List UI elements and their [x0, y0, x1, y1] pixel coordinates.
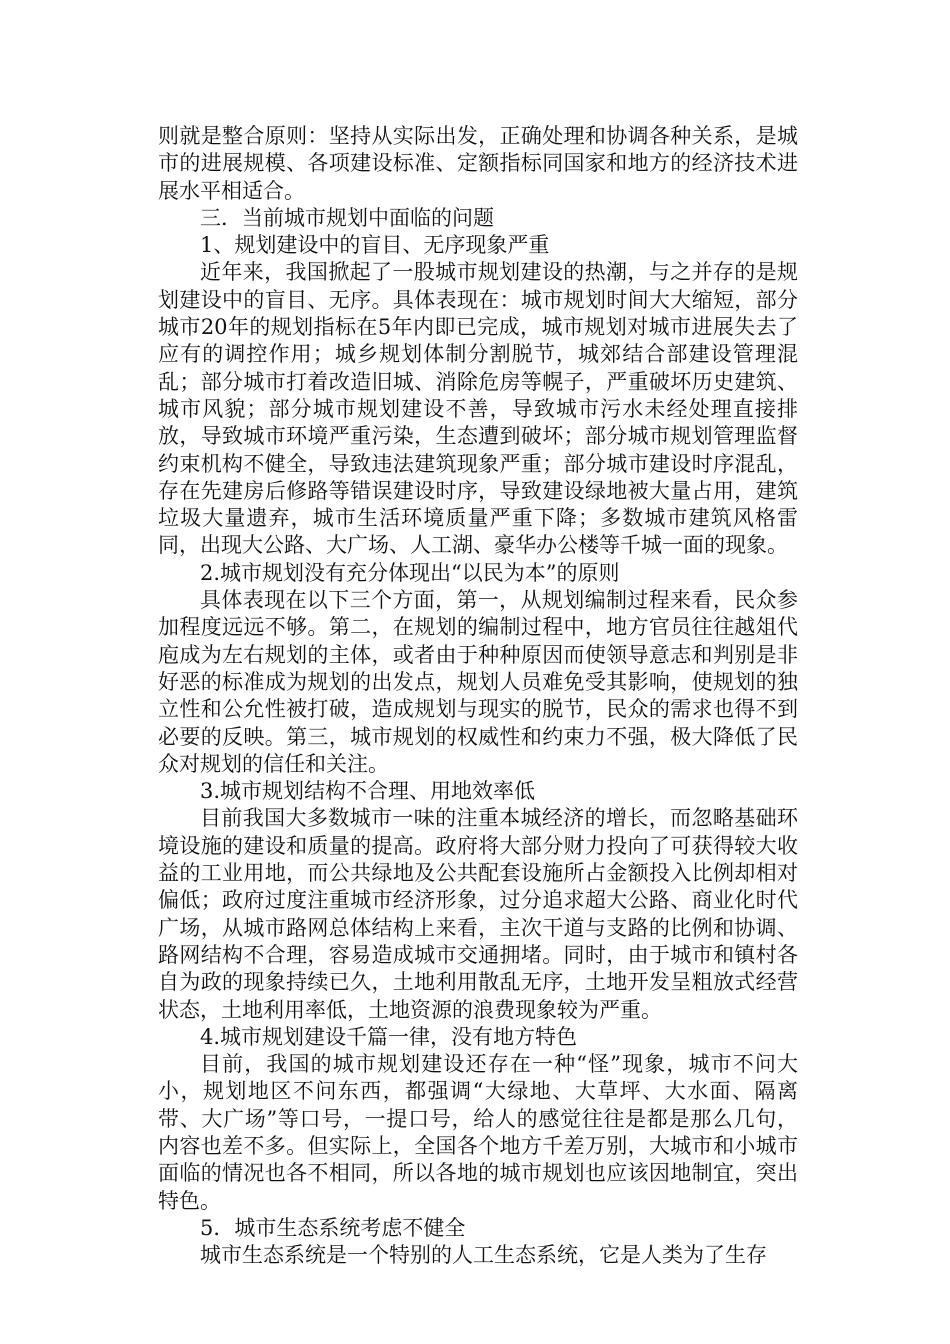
heading-1: 1、规划建设中的盲目、无序现象严重: [200, 233, 550, 258]
heading-5: 5．城市生态系统考虑不健全: [200, 1215, 466, 1240]
heading-2: 2.城市规划没有充分体现出“以民为本”的原则: [200, 560, 620, 585]
heading-3: 3.城市规划结构不合理、用地效率低: [200, 779, 536, 804]
section-3-title: 三．当前城市规划中面临的问题: [200, 205, 494, 230]
paragraph-2: 具体表现在以下三个方面，第一，从规划编制过程来看，民众参加程度远远不够。第二，在规划的编制过程中，地方官员往往越俎代庖成为左右规划的主体，或者由于种种原因而使领导意志和判别是非好恶的标准成为规划的出发点，规划人员难免受其影响，使规划的独立性和公允性被打破，造成规划与现实的脱节，民众的需求也得不到必要的反映。第三，城市规划的权威性和约束力不强，极大降低了民众对规划的信任和关注。: [158, 588, 798, 776]
document-body: [158, 123, 798, 1269]
paragraph-5: 城市生态系统是一个特别的人工生态系统，它是人类为了生存: [200, 1243, 767, 1268]
paragraph-4: 目前，我国的城市规划建设还存在一种“怪”现象，城市不问大小，规划地区不问东西，都强调“大绿地、大草坪、大水面、隔离带、大广场”等口号，一提口号，给人的感觉往往是都是那么几句，内容也差不多。但实际上，全国各个地方千差万别，大城市和小城市面临的情况也各不相同，所以各地的城市规划也应该因地制宜，突出特色。: [158, 1052, 798, 1213]
paragraph-1: 近年来，我国掀起了一股城市规划建设的热潮，与之并存的是规划建设中的盲目、无序。具体表现在：城市规划时间大大缩短，部分城市20年的规划指标在5年内即已完成，城市规划对城市进展失去了应有的调控作用；城乡规划体制分割脱节，城郊结合部建设管理混乱；部分城市打着改造旧城、消除危房等幌子，严重破坏历史建筑、城市风貌；部分城市规划建设不善，导致城市污水未经处理直接排放，导致城市环境严重污染，生态遭到破坏；部分城市规划管理监督约束机构不健全，导致违法建筑现象严重；部分城市建设时序混乱，存在先建房后修路等错误建设时序，导致建设绿地被大量占用，建筑垃圾大量遗弃，城市生活环境质量严重下降；多数城市建筑风格雷同，出现大公路、大广场、人工湖、豪华办公楼等千城一面的现象。: [158, 260, 798, 558]
heading-4: 4.城市规划建设千篇一律，没有地方特色: [200, 1024, 578, 1049]
paragraph-3: 目前我国大多数城市一味的注重本城经济的增长，而忽略基础环境设施的建设和质量的提高。政府将大部分财力投向了可获得较大收益的工业用地，而公共绿地及公共配套设施所占金额投入比例却相对偏低；政府过度注重城市经济形象，过分追求超大公路、商业化时代广场，从城市路网总体结构上来看，主次干道与支路的比例和协调、路网结构不合理，容易造成城市交通拥堵。同时，由于城市和镇村各自为政的现象持续已久，土地利用散乱无序，土地开发呈粗放式经营状态，土地利用率低，土地资源的浪费现象较为严重。: [158, 806, 798, 1022]
paragraph-intro: 则就是整合原则：坚持从实际出发，正确处理和协调各种关系，是城市的进展规模、各项建设标准、定额指标同国家和地方的经济技术进展水平相适合。: [158, 124, 798, 203]
